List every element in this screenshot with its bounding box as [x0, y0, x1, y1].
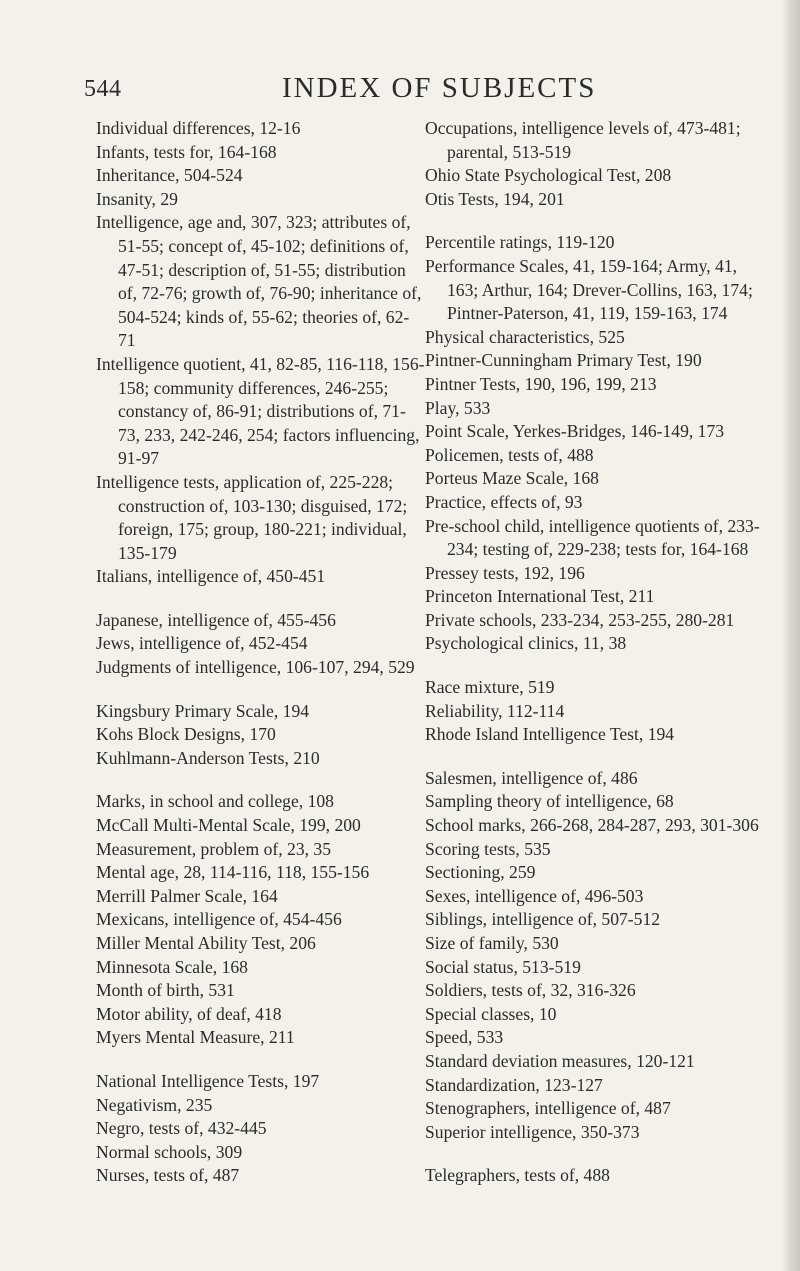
index-entry: Sectioning, 259: [425, 862, 536, 883]
index-entry: Point Scale, Yerkes-Bridges, 146-149, 173: [425, 421, 725, 442]
index-entry: Physical characteristics, 525: [425, 326, 625, 347]
index-entry: Pintner-Cunningham Primary Test, 190: [425, 350, 702, 371]
index-entry: Inheritance, 504-524: [96, 165, 243, 186]
index-entry: Ohio State Psychological Test, 208: [425, 165, 672, 186]
index-entry: Practice, effects of, 93: [425, 491, 583, 512]
index-entry: Intelligence quotient, 41, 82-85, 116-118, 156-158; community differences, 246-255; constancy of, 86-91; distributions of, 71-73, 233, 242-246, 254; factors influencing, 91-97: [96, 353, 425, 469]
index-entry: Sampling theory of intelligence, 68: [425, 791, 674, 812]
index-entry: Social status, 513-519: [425, 956, 581, 977]
index-entry: Intelligence tests, application of, 225-228; construction of, 103-130; disguised, 172; foreign, 175; group, 180-221; individual, 135-179: [96, 471, 408, 563]
index-entry: Reliability, 112-114: [425, 700, 565, 721]
index-entry: Scoring tests, 535: [425, 838, 551, 859]
index-entry: Rhode Island Intelligence Test, 194: [425, 724, 675, 745]
index-entry: Infants, tests for, 164-168: [96, 141, 277, 162]
index-entry: Race mixture, 519: [425, 677, 555, 698]
index-entry: Minnesota Scale, 168: [96, 956, 248, 977]
index-entry: Normal schools, 309: [96, 1141, 243, 1162]
index-entry: Nurses, tests of, 487: [96, 1165, 240, 1186]
index-entry: Telegraphers, tests of, 488: [425, 1165, 610, 1186]
index-entry: Kuhlmann-Anderson Tests, 210: [96, 747, 320, 768]
index-entry: Percentile ratings, 119-120: [425, 232, 615, 253]
index-entry: Month of birth, 531: [96, 980, 235, 1001]
index-entry: Occupations, intelligence levels of, 473-481; parental, 513-519: [425, 118, 741, 162]
index-entry: Mental age, 28, 114-116, 118, 155-156: [96, 862, 370, 883]
index-entry: Motor ability, of deaf, 418: [96, 1003, 282, 1024]
index-entry: School marks, 266-268, 284-287, 293, 301-306: [425, 815, 759, 836]
index-entry: Porteus Maze Scale, 168: [425, 468, 599, 489]
index-entry: Negativism, 235: [96, 1094, 213, 1115]
index-entry: Size of family, 530: [425, 933, 559, 953]
index-entry: Japanese, intelligence of, 455-456: [96, 609, 336, 630]
index-entry: Miller Mental Ability Test, 206: [96, 933, 316, 953]
index-entry: Mexicans, intelligence of, 454-456: [96, 909, 342, 930]
index-entry: Standardization, 123-127: [425, 1074, 603, 1095]
index-entry: Sexes, intelligence of, 496-503: [425, 885, 644, 906]
index-entry: Jews, intelligence of, 452-454: [96, 633, 308, 654]
index-entry: Myers Mental Measure, 211: [96, 1027, 295, 1048]
index-entry: Pressey tests, 192, 196: [425, 562, 585, 583]
index-entry: Judgments of intelligence, 106-107, 294, 529: [96, 657, 415, 678]
index-entry: Italians, intelligence of, 450-451: [96, 566, 326, 587]
index-entry: Individual differences, 12-16: [96, 118, 301, 138]
index-entry: McCall Multi-Mental Scale, 199, 200: [96, 815, 361, 836]
index-entry: Kingsbury Primary Scale, 194: [96, 700, 310, 721]
index-entry: Stenographers, intelligence of, 487: [425, 1098, 671, 1119]
page-number: 544: [84, 76, 122, 102]
index-entry: Superior intelligence, 350-373: [425, 1121, 640, 1142]
index-entry: Pre-school child, intelligence quotients of, 233-234; testing of, 229-238; tests for, 164-168: [425, 515, 760, 560]
page-title: INDEX OF SUBJECTS: [282, 72, 597, 104]
index-entry: Special classes, 10: [425, 1003, 557, 1024]
index-column-right: [425, 117, 767, 1188]
index-entry: Negro, tests of, 432-445: [96, 1118, 267, 1139]
index-entry: Speed, 533: [425, 1027, 504, 1048]
index-entry: Pintner Tests, 190, 196, 199, 213: [425, 373, 657, 394]
index-entry: Otis Tests, 194, 201: [425, 188, 565, 209]
index-entry: National Intelligence Tests, 197: [96, 1070, 320, 1091]
index-entry: Policemen, tests of, 488: [425, 444, 594, 465]
index-entry: Salesmen, intelligence of, 486: [425, 767, 638, 788]
index-entry: Private schools, 233-234, 253-255, 280-281: [425, 609, 735, 630]
index-entry: Marks, in school and college, 108: [96, 791, 334, 812]
page-edge-shadow: [782, 0, 800, 1271]
index-column-left: [96, 117, 426, 1188]
index-entry: Intelligence, age and, 307, 323; attributes of, 51-55; concept of, 45-102; definitions of, 47-51; description of, 51-55; distribution of, 72-76; growth of, 76-90; inheritance of, 504-524; kinds of, 55-62; theories of, 62-71: [96, 212, 422, 351]
index-entry: Play, 533: [425, 397, 491, 418]
index-entry: Measurement, problem of, 23, 35: [96, 838, 332, 859]
index-entry: Standard deviation measures, 120-121: [425, 1050, 695, 1071]
index-entry: Merrill Palmer Scale, 164: [96, 885, 278, 906]
index-entry: Psychological clinics, 11, 38: [425, 633, 627, 654]
index-entry: Performance Scales, 41, 159-164; Army, 41, 163; Arthur, 164; Drever-Collins, 163, 174; Pintner-Paterson, 41, 119, 159-163, 174: [425, 255, 753, 324]
index-entry: Siblings, intelligence of, 507-512: [425, 909, 661, 930]
running-head: [0, 70, 800, 110]
index-entry: Princeton International Test, 211: [425, 586, 655, 607]
index-entry: Insanity, 29: [96, 188, 178, 209]
index-entry: Kohs Block Designs, 170: [96, 724, 276, 745]
index-entry: Soldiers, tests of, 32, 316-326: [425, 980, 636, 1001]
